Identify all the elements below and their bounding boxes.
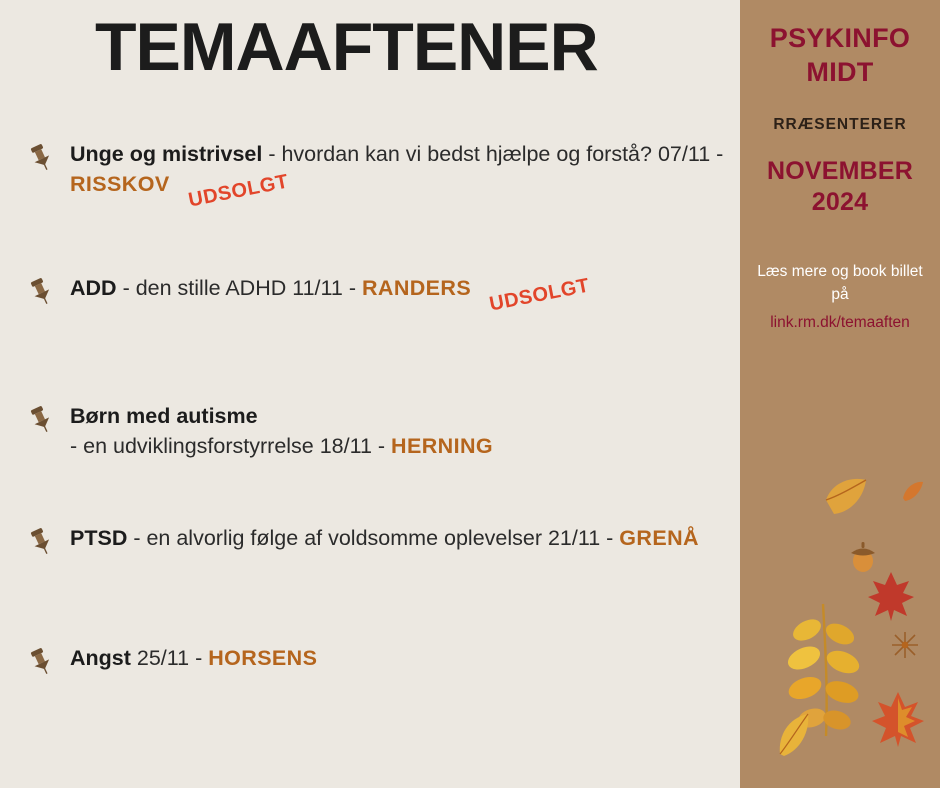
status-badge: UDSOLGT xyxy=(186,170,290,212)
date-block xyxy=(740,156,940,219)
booking-info xyxy=(740,260,940,334)
event-title: PTSD xyxy=(70,526,128,550)
event-description: - den stille ADHD 11/11 - xyxy=(116,276,362,300)
event-city: RISSKOV xyxy=(70,171,170,196)
list-item[interactable] xyxy=(0,524,740,584)
brand-name xyxy=(740,22,940,90)
booking-link[interactable]: link.rm.dk/temaaften xyxy=(770,313,910,331)
event-city: HORSENS xyxy=(208,646,318,670)
event-city: HERNING xyxy=(391,433,493,458)
list-item[interactable] xyxy=(0,402,740,462)
list-item[interactable] xyxy=(0,274,740,334)
event-title: Unge og mistrivsel xyxy=(70,142,263,166)
pushpin-icon xyxy=(26,276,56,306)
sidebar xyxy=(740,0,940,788)
event-description: - en alvorlig følge af voldsomme oplevelser 21/11 - xyxy=(127,526,620,550)
pushpin-icon xyxy=(26,404,56,434)
presents-label: RRÆSENTERER xyxy=(773,115,907,133)
event-city: RANDERS xyxy=(361,276,472,300)
pushpin-icon xyxy=(26,646,56,676)
event-title: Børn med autisme xyxy=(70,404,258,428)
maple-leaf-icon xyxy=(870,690,926,748)
event-city: GRENÅ xyxy=(619,526,699,550)
event-list xyxy=(0,140,740,704)
leaf-icon xyxy=(818,470,874,520)
event-title: Angst xyxy=(70,646,131,670)
compound-leaf-icon xyxy=(778,600,868,740)
leaf-icon xyxy=(900,478,926,504)
pushpin-icon xyxy=(26,142,56,172)
list-item[interactable] xyxy=(0,644,740,704)
leaf-icon xyxy=(774,712,814,758)
pushpin-icon xyxy=(26,526,56,556)
page-title: TEMAAFTENER xyxy=(95,9,598,85)
brand-line-1: PSYKINFO xyxy=(769,23,911,53)
list-item[interactable] xyxy=(0,140,740,212)
event-description: 25/11 - xyxy=(130,646,209,670)
event-description: - en udviklingsforstyrrelse 18/11 - xyxy=(70,433,392,458)
acorn-icon xyxy=(846,540,880,574)
booking-text: Læs mere og book billet på xyxy=(757,263,923,304)
maple-leaf-icon xyxy=(866,570,916,622)
year-label: 2024 xyxy=(811,187,869,216)
status-badge: UDSOLGT xyxy=(487,274,592,316)
brand-line-2: MIDT xyxy=(806,56,874,87)
event-description: - hvordan kan vi bedst hjælpe og forstå? 07/11 - xyxy=(262,142,724,166)
event-title: ADD xyxy=(70,276,117,300)
month-label: NOVEMBER xyxy=(766,156,914,185)
seed-pod-icon xyxy=(890,630,920,660)
